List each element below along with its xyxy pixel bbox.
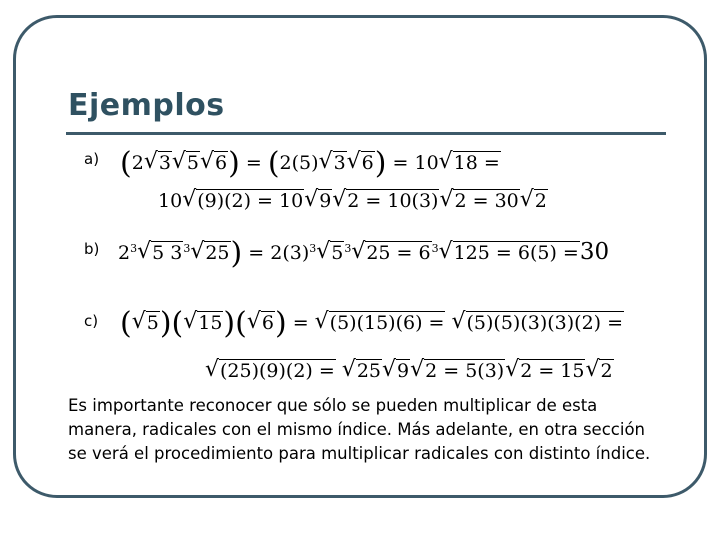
eq-b6: 25 = 6 [366, 242, 431, 264]
eq-c1: = [292, 312, 309, 334]
eq-b5: 5 [331, 242, 344, 264]
equation-c-line1: (√ 5)(√ 15)(√ 6) = √ (5)(15)(6) = √ (5)(5)(3)(3)(2) = [120, 306, 624, 341]
eq-c9: 2 [600, 360, 613, 382]
equation-a-line2 [158, 190, 548, 212]
eq-a6: 9 [319, 190, 332, 212]
eq-b8: 30 [579, 239, 610, 265]
title-underline [66, 132, 666, 135]
eq-b2: 5 3 [152, 242, 183, 264]
equation-a-line1: (2√ 3√ 5√ 6) = (2(5)√ 3√ 6) = 10√ 18 = [120, 146, 501, 181]
eq-c5: 25 [356, 360, 382, 382]
eq-c7: 2 = 5(3) [425, 360, 505, 382]
eq-b1: 2 [118, 242, 131, 264]
eq-b7: 125 = 6(5) = [453, 242, 579, 264]
eq-a2: = 10 [392, 152, 439, 174]
eq-a1: = [245, 152, 268, 174]
eq-c8: 2 = 15 [520, 360, 585, 382]
eq-c2: (5)(15)(6) = [329, 312, 445, 334]
label-b: b) [84, 240, 100, 258]
eq-b4: = 2(3) [248, 242, 310, 264]
label-a: a) [84, 150, 100, 168]
eq-b3: 25 [205, 242, 230, 264]
eq-a8: 2 = 30 [454, 190, 519, 212]
eq-c3: (5)(5)(3)(3)(2) = [466, 312, 624, 334]
eq-c6: 9 [397, 360, 410, 382]
eq-c4: (25)(9)(2) = [220, 360, 335, 382]
eq-a3: 18 = [453, 152, 500, 174]
equation-b: $2^3√$ 5 $3^3√$ $25) = 2(3)^3√$ $5^3√$ $25 = 6^3√$ 125 = 6(5) =30 [118, 236, 609, 271]
eq-a9: 2 [534, 190, 547, 212]
eq-a4: 10 [158, 190, 183, 212]
slide-title: Ejemplos [68, 88, 225, 123]
label-c: c) [84, 312, 99, 330]
eq-a7: 2 = 10(3) [347, 190, 439, 212]
explanation-paragraph: Es importante reconocer que sólo se pueden multiplicar de esta manera, radicales con el mismo índice. Más adelante, en otra sección se verá el procedimiento para multiplicar radicales con distinto índice. [68, 396, 651, 463]
equation-c-line2 [205, 360, 614, 382]
eq-a5: (9)(2) = 10 [197, 190, 304, 212]
